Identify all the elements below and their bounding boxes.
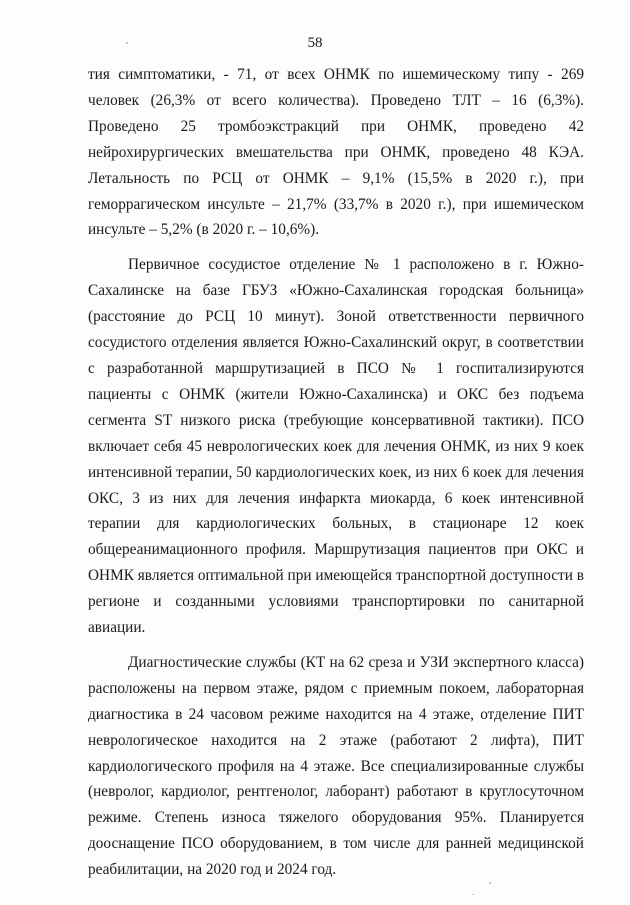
scan-speck — [489, 882, 491, 884]
scan-speck — [126, 42, 128, 44]
paragraph-3: Диагностические службы (КТ на 62 среза и УЗИ экспертного класса) расположены на первом этаже, рядом с приемным покоем, лабораторная диагностика в 24 часовом режиме находится на 4 этаже, отделение ПИТ неврологическое находится на 2 этаже (работают 2 лифта), ПИТ кардиологического профиля на 4 этаже. Все специализированные службы (невролог, кардиолог, рентгенолог, лаборант) работают в круглосуточном режиме. Степень износа тяжелого оборудования 95%. Планируется дооснащение ПСО оборудованием, в том числе для ранней медицинской реабилитации, на 2020 год и 2024 год. — [88, 653, 584, 879]
paragraph-2: Первичное сосудистое отделение № 1 расположено в г. Южно-Сахалинске на базе ГБУЗ «Южно-Сахалинская городская больница» (расстояние до РСЦ 10 минут). Зоной ответственности первичного сосудистого отделения является Южно-Сахалинский округ, в соответствии с разработанной маршрутизацией в ПСО № 1 госпитализируются пациенты с ОНМК (жители Южно-Сахалинска) и ОКС без подъема сегмента ST низкого риска (требующие консервативной тактики). ПСО включает себя 45 неврологических коек для лечения ОНМК, из них 9 коек интенсивной терапии, 50 кардиологических коек, из них 6 коек для лечения ОКС, 3 из них для лечения инфаркта миокарда, 6 коек интенсивной терапии для кардиологических больных, в стационаре 12 коек общереанимационного профиля. Маршрутизация пациентов при ОКС и ОНМК является оптимальной при имеющейся транспортной доступности в регионе и созданными условиями транспортировки по санитарной авиации. — [88, 256, 584, 637]
scan-speck — [472, 894, 474, 895]
body-text — [88, 62, 584, 892]
page-number: 58 — [307, 35, 323, 51]
paragraph-1: тия симптоматики, - 71, от всех ОНМК по ишемическому типу - 269 человек (26,3% от всего количества). Проведено ТЛТ – 16 (6,3%). Проведено 25 тромбоэкстракций при ОНМК, проведено 42 нейрохирургических вмешательства при ОНМК, проведено 48 КЭА. Летальность по РСЦ от ОНМК – 9,1% (15,5% в 2020 г.), при геморрагическом инсульте – 21,7% (33,7% в 2020 г.), при ишемическом инсульте – 5,2% (в 2020 г. – 10,6%). — [88, 66, 584, 239]
